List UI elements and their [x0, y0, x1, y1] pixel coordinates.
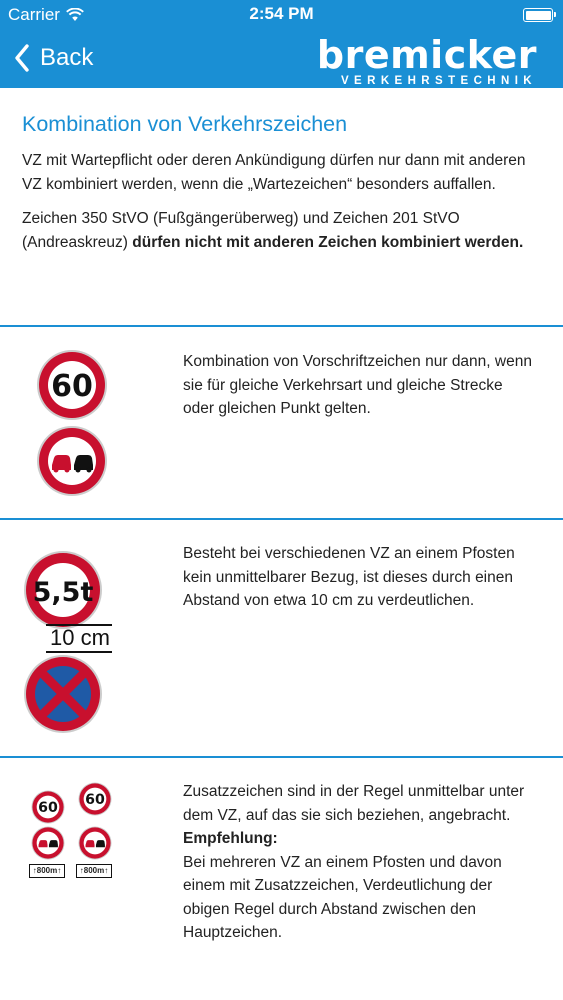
supplement-arrow-icon: ↑ — [79, 866, 84, 875]
spacing-line-bottom — [46, 651, 112, 653]
section-3-paragraph-2: Bei mehreren VZ an einem Pfosten und davon einem mit Zusatzzeichen, Verdeutlichung der obigen Regel durch Abstand zwischen den Hauptzeichen. — [183, 853, 502, 941]
supplement-label-right: 800m — [83, 866, 105, 875]
speed-limit-sign-icon — [36, 349, 108, 421]
page-title: Kombination von Verkehrszeichen — [22, 112, 348, 136]
spacing-label: 10 cm — [50, 625, 110, 650]
small-speed-limit-value: 60 — [38, 800, 58, 817]
no-stopping-sign-icon — [23, 654, 103, 734]
small-no-overtaking-sign-icon — [31, 826, 65, 860]
status-bar — [0, 0, 563, 30]
small-speed-limit-sign-icon — [78, 782, 112, 816]
carrier-label: Carrier — [8, 5, 60, 24]
speed-limit-value: 60 — [51, 369, 93, 404]
battery-icon — [523, 8, 553, 22]
supplement-sign-left — [29, 864, 65, 878]
section-combination-rules — [0, 327, 563, 517]
back-label: Back — [40, 44, 94, 71]
weight-limit-sign-icon — [23, 550, 103, 630]
intro-paragraph-2-normal: Zeichen 350 StVO (Fußgängerüberweg) und Zeichen 201 StVO (Andreaskreuz) — [22, 210, 460, 251]
intro-paragraph-1: VZ mit Wartepflicht oder deren Ankündigung dürfen nur dann mit anderen VZ kombiniert werden, wenn die „Wartezeichen“ besonders auffallen. — [22, 152, 526, 193]
supplement-label-left: 800m — [36, 866, 58, 875]
small-speed-limit-sign-icon — [31, 790, 65, 824]
supplement-arrow-icon: ↑ — [104, 866, 109, 875]
section-3-text — [183, 780, 533, 945]
brand-logo — [316, 33, 537, 88]
section-1-text: Kombination von Vorschriftzeichen nur dann, wenn sie für gleiche Verkehrsart und gleiche Strecke oder gleichen Punkt gelten. — [183, 353, 532, 417]
brand-subtitle: VERKEHRSTECHNIK — [340, 75, 537, 87]
section-spacing-rule — [0, 520, 563, 756]
section-supplementary-signs — [0, 758, 563, 1000]
section-3-paragraph-1: Zusatzzeichen sind in der Regel unmittelbar unter dem VZ, auf das sie sich beziehen, angebracht. — [183, 783, 525, 824]
intro-section — [22, 112, 542, 265]
intro-paragraph-2 — [22, 207, 542, 254]
brand-name: bremicker — [316, 33, 537, 77]
intro-paragraph-2-bold: dürfen nicht mit anderen Zeichen kombiniert werden. — [132, 233, 524, 251]
section-2-text: Besteht bei verschiedenen VZ an einem Pfosten kein unmittelbarer Bezug, ist dieses durch einen Abstand von etwa 10 cm zu verdeutlichen. — [183, 545, 515, 609]
chevron-left-icon — [14, 44, 30, 72]
weight-limit-value: 5,5t — [32, 577, 94, 608]
supplement-sign-right — [76, 864, 112, 878]
supplement-arrow-icon: ↑ — [32, 866, 37, 875]
small-no-overtaking-sign-icon — [78, 826, 112, 860]
small-speed-limit-value: 60 — [85, 792, 105, 809]
no-overtaking-sign-icon — [36, 425, 108, 497]
back-button[interactable] — [14, 40, 93, 76]
supplement-arrow-icon: ↑ — [57, 866, 62, 875]
recommendation-label: Empfehlung: — [183, 830, 278, 847]
status-time: 2:54 PM — [249, 4, 314, 23]
nav-bar — [0, 30, 563, 88]
